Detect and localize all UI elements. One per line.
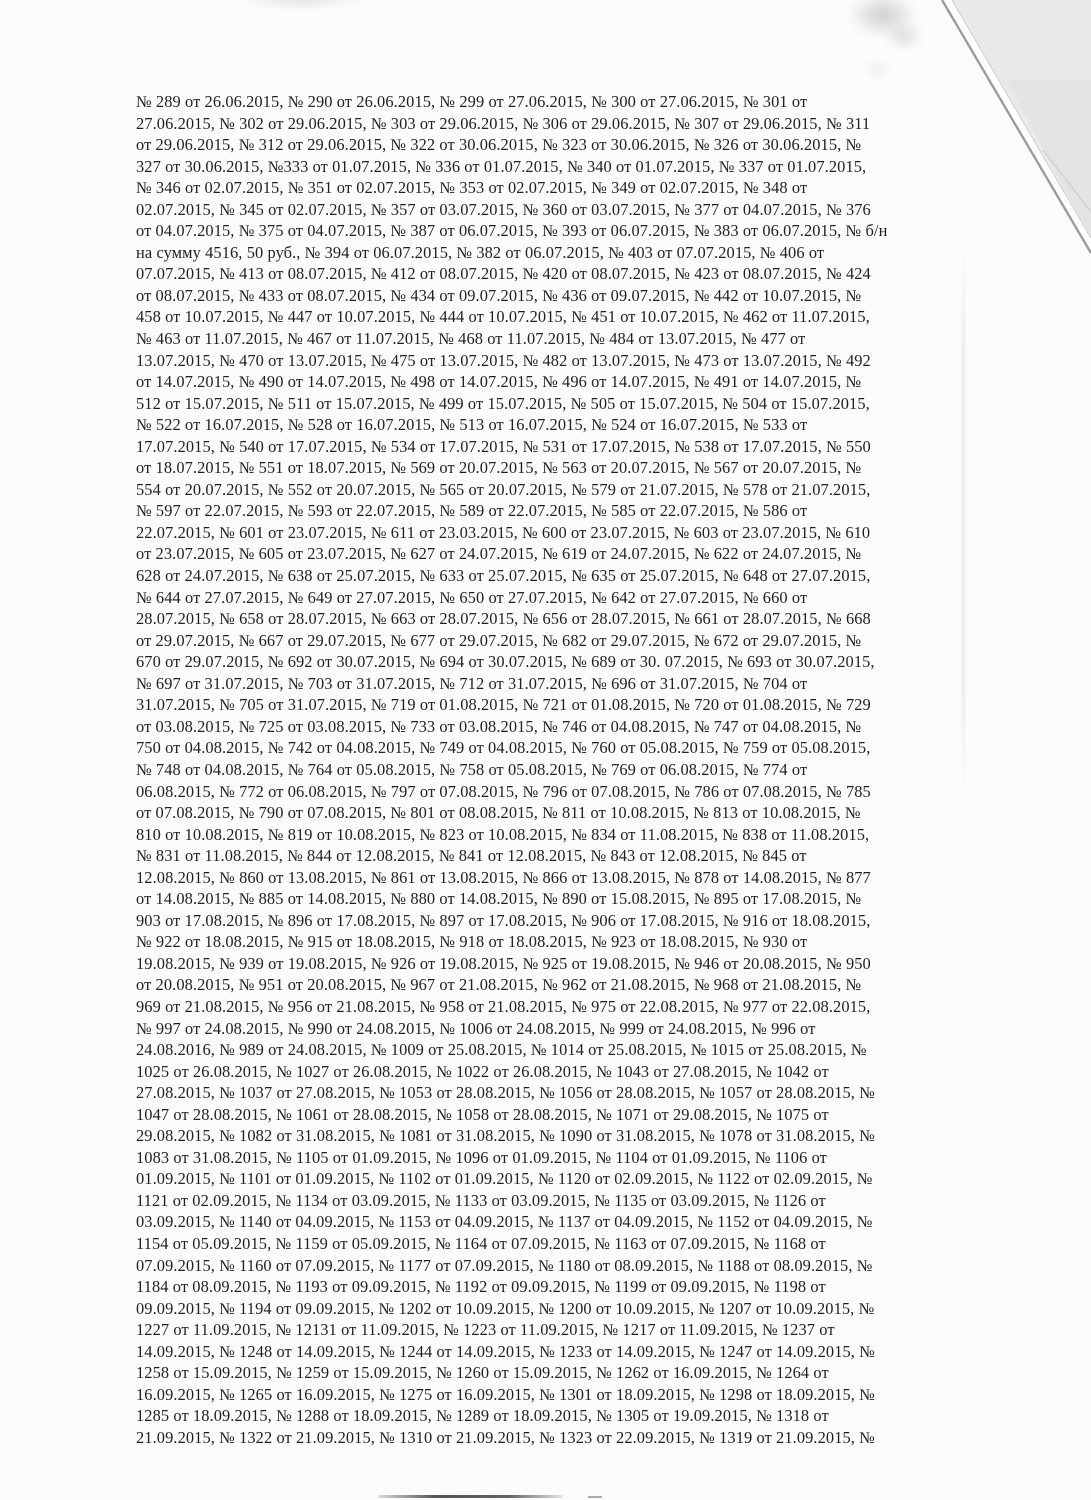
text-line: 750 от 04.08.2015, № 742 от 04.08.2015, № 749 от 04.08.2015, № 760 от 05.08.2015, № 759 от 05.08.2015, [136,738,871,758]
scan-edge-artifact [378,1495,563,1498]
text-line: от 14.08.2015, № 885 от 14.08.2015, № 880 от 14.08.2015, № 890 от 15.08.2015, № 895 от 17.08.2015, № [136,889,862,909]
text-line: от 04.07.2015, № 375 от 04.07.2015, № 387 от 06.07.2015, № 393 от 06.07.2015, № 383 от 06.07.2015, № б/н [136,221,888,241]
text-line: № 748 от 04.08.2015, № 764 от 05.08.2015, № 758 от 05.08.2015, № 769 от 06.08.2015, № 774 от [136,759,808,779]
text-line: 22.07.2015, № 601 от 23.07.2015, № 611 от 23.03.2015, № 600 от 23.07.2015, № 603 от 23.07.2015, № 610 [136,522,871,542]
text-line: от 20.08.2015, № 951 от 20.08.2015, № 967 от 21.08.2015, № 962 от 21.08.2015, № 968 от 21.08.2015, № [136,975,862,995]
text-line: 969 от 21.08.2015, № 956 от 21.08.2015, № 958 от 21.08.2015, № 975 от 22.08.2015, № 977 от 22.08.2015, [136,996,871,1016]
text-line: № 922 от 18.08.2015, № 915 от 18.08.2015, № 918 от 18.08.2015, № 923 от 18.08.2015, № 930 от [136,932,808,952]
text-line: 02.07.2015, № 345 от 02.07.2015, № 357 от 03.07.2015, № 360 от 03.07.2015, № 377 от 04.07.2015, № 376 [136,199,871,219]
text-line: 01.09.2015, № 1101 от 01.09.2015, № 1102 от 01.09.2015, № 1120 от 02.09.2015, № 1122 от 02.09.2015, № [136,1169,873,1189]
text-line: 03.09.2015, № 1140 от 04.09.2015, № 1153 от 04.09.2015, № 1137 от 04.09.2015, № 1152 от 04.09.2015, № [136,1212,873,1232]
text-line: 1154 от 05.09.2015, № 1159 от 05.09.2015, № 1164 от 07.09.2015, № 1163 от 07.09.2015, № 1168 от [136,1233,826,1253]
text-line: от 07.08.2015, № 790 от 07.08.2015, № 801 от 08.08.2015, № 811 от 10.08.2015, № 813 от 10.08.2015, № [136,803,861,823]
text-line: № 831 от 11.08.2015, № 844 от 12.08.2015, № 841 от 12.08.2015, № 843 от 12.08.2015, № 845 от [136,846,807,866]
text-line: 09.09.2015, № 1194 от 09.09.2015, № 1202 от 10.09.2015, № 1200 от 10.09.2015, № 1207 от 10.09.2015, № [136,1298,875,1318]
text-line: № 346 от 02.07.2015, № 351 от 02.07.2015, № 353 от 02.07.2015, № 349 от 02.07.2015, № 348 от [136,178,808,198]
paper-crease [962,240,965,800]
text-line: от 08.07.2015, № 433 от 08.07.2015, № 434 от 09.07.2015, № 436 от 09.07.2015, № 442 от 10.07.2015, № [136,285,862,305]
text-line: от 29.07.2015, № 667 от 29.07.2015, № 677 от 29.07.2015, № 682 от 29.07.2015, № 672 от 29.07.2015, № [136,630,862,650]
text-line: 07.07.2015, № 413 от 08.07.2015, № 412 от 08.07.2015, № 420 от 08.07.2015, № 423 от 08.07.2015, № 424 [136,264,871,284]
text-line: 1285 от 18.09.2015, № 1288 от 18.09.2015, № 1289 от 18.09.2015, № 1305 от 19.09.2015, № 1318 от [136,1406,829,1426]
text-line: 458 от 10.07.2015, № 447 от 10.07.2015, № 444 от 10.07.2015, № 451 от 10.07.2015, № 462 от 11.07.2015, [136,307,870,327]
text-line: 1121 от 02.09.2015, № 1134 от 03.09.2015, № 1133 от 03.09.2015, № 1135 от 03.09.2015, № 1126 от [136,1190,826,1210]
scan-smudge [864,60,890,78]
text-line: 07.09.2015, № 1160 от 07.09.2015, № 1177 от 07.09.2015, № 1180 от 08.09.2015, № 1188 от 08.09.2015, № [136,1255,873,1275]
text-line: № 522 от 16.07.2015, № 528 от 16.07.2015, № 513 от 16.07.2015, № 524 от 16.07.2015, № 533 от [136,415,808,435]
text-line: 1184 от 08.09.2015, № 1193 от 09.09.2015, № 1192 от 09.09.2015, № 1199 от 09.09.2015, № 1198 от [136,1277,826,1297]
text-line: от 29.06.2015, № 312 от 29.06.2015, № 322 от 30.06.2015, № 323 от 30.06.2015, № 326 от 30.06.2015, № [136,135,862,155]
scan-edge-artifact [588,1496,602,1498]
text-line: 810 от 10.08.2015, № 819 от 10.08.2015, № 823 от 10.08.2015, № 834 от 11.08.2015, № 838 от 11.08.2015, [136,824,870,844]
text-line: 13.07.2015, № 470 от 13.07.2015, № 475 от 13.07.2015, № 482 от 13.07.2015, № 473 от 13.07.2015, № 492 [136,350,871,370]
text-line: 27.08.2015, № 1037 от 27.08.2015, № 1053 от 28.08.2015, № 1056 от 28.08.2015, № 1057 от 28.08.2015, № [136,1083,875,1103]
text-line: на сумму 4516, 50 руб., № 394 от 06.07.2015, № 382 от 06.07.2015, № 403 от 07.07.2015, № 406 от [136,242,825,262]
text-line: № 997 от 24.08.2015, № 990 от 24.08.2015, № 1006 от 24.08.2015, № 999 от 24.08.2015, № 996 от [136,1018,816,1038]
text-line: 21.09.2015, № 1322 от 21.09.2015, № 1310 от 21.09.2015, № 1323 от 22.09.2015, № 1319 от 21.09.2015, № [136,1427,875,1447]
text-line: 24.08.2016, № 989 от 24.08.2015, № 1009 от 25.08.2015, № 1014 от 25.08.2015, № 1015 от 25.08.2015, № [136,1040,867,1060]
text-line: 12.08.2015, № 860 от 13.08.2015, № 861 от 13.08.2015, № 866 от 13.08.2015, № 878 от 14.08.2015, № 877 [136,867,871,887]
text-line: 31.07.2015, № 705 от 31.07.2015, № 719 от 01.08.2015, № 721 от 01.08.2015, № 720 от 01.08.2015, № 729 [136,695,871,715]
text-line: от 14.07.2015, № 490 от 14.07.2015, № 498 от 14.07.2015, № 496 от 14.07.2015, № 491 от 14.07.2015, № [136,372,862,392]
text-line: 16.09.2015, № 1265 от 16.09.2015, № 1275 от 16.09.2015, № 1301 от 18.09.2015, № 1298 от 18.09.2015, № [136,1384,875,1404]
document-text-block [136,91,953,1448]
text-line: 28.07.2015, № 658 от 28.07.2015, № 663 от 28.07.2015, № 656 от 28.07.2015, № 661 от 28.07.2015, № 668 [136,609,871,629]
text-line: от 03.08.2015, № 725 от 03.08.2015, № 733 от 03.08.2015, № 746 от 04.08.2015, № 747 от 04.08.2015, № [136,716,862,736]
text-line: 512 от 15.07.2015, № 511 от 15.07.2015, № 499 от 15.07.2015, № 505 от 15.07.2015, № 504 от 15.07.2015, [136,393,870,413]
text-line: 06.08.2015, № 772 от 06.08.2015, № 797 от 07.08.2015, № 796 от 07.08.2015, № 786 от 07.08.2015, № 785 [136,781,871,801]
text-line: 27.06.2015, № 302 от 29.06.2015, № 303 от 29.06.2015, № 306 от 29.06.2015, № 307 от 29.06.2015, № 311 [136,113,871,133]
text-line: № 463 от 11.07.2015, № 467 от 11.07.2015, № 468 от 11.07.2015, № 484 от 13.07.2015, № 477 от [136,329,806,349]
text-line: 17.07.2015, № 540 от 17.07.2015, № 534 от 17.07.2015, № 531 от 17.07.2015, № 538 от 17.07.2015, № 550 [136,436,871,456]
text-line: 19.08.2015, № 939 от 19.08.2015, № 926 от 19.08.2015, № 925 от 19.08.2015, № 946 от 20.08.2015, № 950 [136,953,871,973]
text-line: 1025 от 26.08.2015, № 1027 от 26.08.2015, № 1022 от 26.08.2015, № 1043 от 27.08.2015, № 1042 от [136,1061,829,1081]
text-line: 1227 от 11.09.2015, № 12131 от 11.09.2015, № 1223 от 11.09.2015, № 1217 от 11.09.2015, № 1237 от [136,1320,835,1340]
text-line: от 18.07.2015, № 551 от 18.07.2015, № 569 от 20.07.2015, № 563 от 20.07.2015, № 567 от 20.07.2015, № [136,458,862,478]
text-line: 29.08.2015, № 1082 от 31.08.2015, № 1081 от 31.08.2015, № 1090 от 31.08.2015, № 1078 от 31.08.2015, № [136,1126,875,1146]
text-line: 554 от 20.07.2015, № 552 от 20.07.2015, № 565 от 20.07.2015, № 579 от 21.07.2015, № 578 от 21.07.2015, [136,479,871,499]
scan-smudge [238,0,368,10]
text-line: 670 от 29.07.2015, № 692 от 30.07.2015, № 694 от 30.07.2015, № 689 от 30. 07.2015, № 693 от 30.07.2015, [136,652,875,672]
text-line: № 697 от 31.07.2015, № 703 от 31.07.2015, № 712 от 31.07.2015, № 696 от 31.07.2015, № 704 от [136,673,808,693]
text-line: № 289 от 26.06.2015, № 290 от 26.06.2015, № 299 от 27.06.2015, № 300 от 27.06.2015, № 301 от [136,92,808,111]
text-line: 14.09.2015, № 1248 от 14.09.2015, № 1244 от 14.09.2015, № 1233 от 14.09.2015, № 1247 от 14.09.2015, № [136,1341,875,1361]
scan-smudge [884,22,924,50]
text-line: 1258 от 15.09.2015, № 1259 от 15.09.2015, № 1260 от 15.09.2015, № 1262 от 16.09.2015, № 1264 от [136,1363,829,1383]
text-line: № 597 от 22.07.2015, № 593 от 22.07.2015, № 589 от 22.07.2015, № 585 от 22.07.2015, № 586 от [136,501,808,521]
text-line: 903 от 17.08.2015, № 896 от 17.08.2015, № 897 от 17.08.2015, № 906 от 17.08.2015, № 916 от 18.08.2015, [136,910,871,930]
text-line: 628 от 24.07.2015, № 638 от 25.07.2015, № 633 от 25.07.2015, № 635 от 25.07.2015, № 648 от 27.07.2015, [136,566,871,586]
text-line: 1083 от 31.08.2015, № 1105 от 01.09.2015, № 1096 от 01.09.2015, № 1104 от 01.09.2015, № 1106 от [136,1147,827,1167]
text-line: 1047 от 28.08.2015, № 1061 от 28.08.2015, № 1058 от 28.08.2015, № 1071 от 29.08.2015, № 1075 от [136,1104,829,1124]
text-line: 327 от 30.06.2015, №333 от 01.07.2015, № 336 от 01.07.2015, № 340 от 01.07.2015, № 337 от 01.07.2015, [136,156,867,176]
text-line: от 23.07.2015, № 605 от 23.07.2015, № 627 от 24.07.2015, № 619 от 24.07.2015, № 622 от 24.07.2015, № [136,544,862,564]
text-line: № 644 от 27.07.2015, № 649 от 27.07.2015, № 650 от 27.07.2015, № 642 от 27.07.2015, № 660 от [136,587,808,607]
